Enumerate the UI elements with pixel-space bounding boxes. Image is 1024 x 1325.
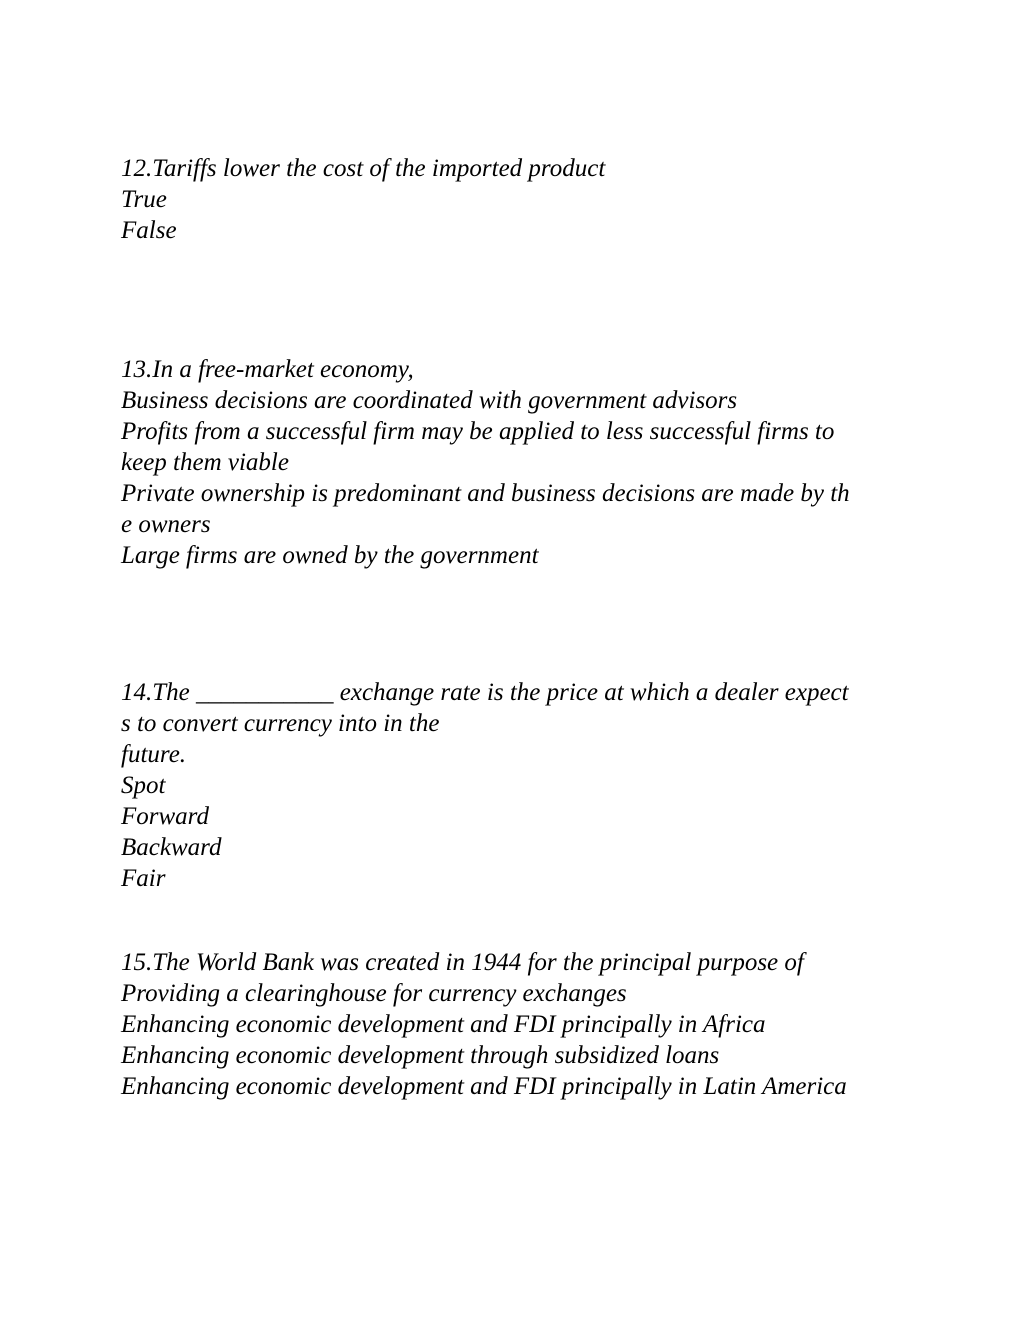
question-prompt: 12.Tariffs lower the cost of the imported product xyxy=(121,155,606,182)
option-fair: Fair xyxy=(121,865,166,892)
question-prompt: 13.In a free-market economy, xyxy=(121,356,414,383)
option-forward: Forward xyxy=(121,803,209,830)
option-true: True xyxy=(121,186,167,213)
question-prompt: 14.The ___________ exchange rate is the price at which a dealer expect xyxy=(121,679,849,706)
option-line: Providing a clearinghouse for currency exchanges xyxy=(121,980,627,1007)
option-line: Enhancing economic development through subsidized loans xyxy=(121,1042,720,1069)
option-line: e owners xyxy=(121,511,211,538)
option-line: Profits from a successful firm may be applied to less successful firms to xyxy=(121,418,835,445)
question-12 xyxy=(121,153,921,246)
option-line: Enhancing economic development and FDI principally in Latin America xyxy=(121,1073,847,1100)
option-backward: Backward xyxy=(121,834,222,861)
option-line: keep them viable xyxy=(121,449,289,476)
option-line: Business decisions are coordinated with government advisors xyxy=(121,387,738,414)
question-prompt: 15.The World Bank was created in 1944 for the principal purpose of xyxy=(121,949,804,976)
question-14 xyxy=(121,677,921,894)
question-prompt-continued: s to convert currency into in the xyxy=(121,710,440,737)
option-line: Large firms are owned by the government xyxy=(121,542,539,569)
question-13 xyxy=(121,354,921,571)
option-line: Private ownership is predominant and business decisions are made by th xyxy=(121,480,850,507)
option-false: False xyxy=(121,217,177,244)
question-prompt-continued: future. xyxy=(121,741,187,768)
option-spot: Spot xyxy=(121,772,166,799)
question-15 xyxy=(121,947,921,1102)
option-line: Enhancing economic development and FDI principally in Africa xyxy=(121,1011,766,1038)
